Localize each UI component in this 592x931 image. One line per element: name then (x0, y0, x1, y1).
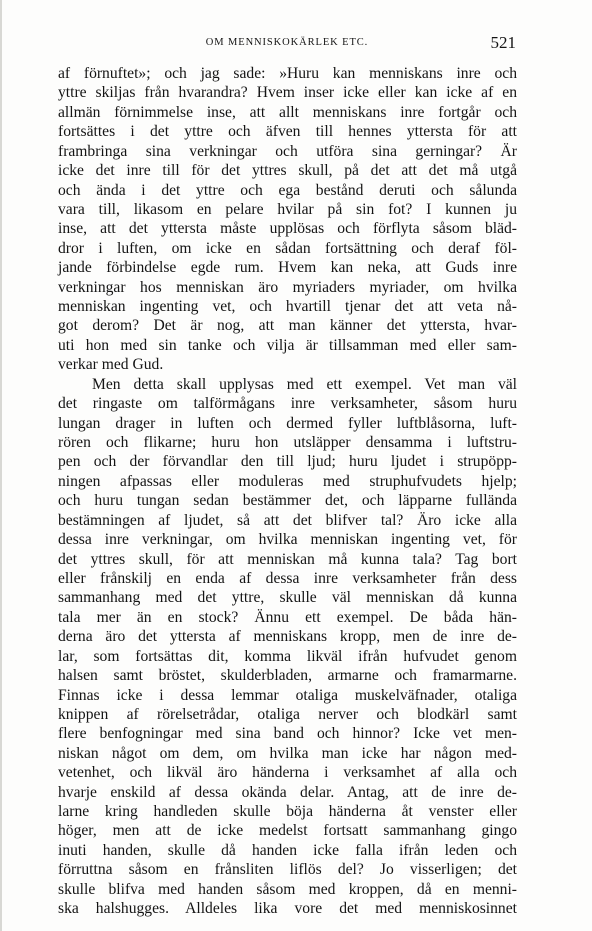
text-line: inuti handen, skulle då handen icke falla ifrån leden och (58, 841, 517, 859)
text-line: höger, men att de icke medelst fortsatt sammanhang gingo (58, 822, 517, 840)
text-line: menniskan ingenting vet, och hvartill tjenar det att veta nå- (58, 298, 517, 316)
page-number: 521 (490, 33, 516, 52)
text-line: skulle blifva med handen såsom med kroppen, då en menni- (58, 880, 517, 898)
text-line: flere benfogningar med sina band och hinnor? Icke vet men- (58, 725, 517, 743)
paragraph-end-line: verkar med Gud. (58, 356, 164, 374)
text-line: eller frånskilj en enda af dessa inre verksamheter från dess (58, 569, 517, 587)
text-line: hvarje enskild af dessa okända delar. Antag, att de inre de- (58, 783, 517, 801)
text-line: det ringaste om talförmågans inre verksamheter, såsom huru (58, 395, 517, 413)
body-text (58, 64, 517, 919)
text-line: tala mer än en stock? Ännu ett exempel. De båda hän- (58, 608, 517, 626)
running-title: OM MENNISKOKÄRLEK ETC. (205, 37, 369, 48)
text-line: derna äro det yttersta af menniskans kropp, men de inre de- (58, 628, 517, 646)
text-line: frambringa sina verkningar och utföra sina gerningar? Är (58, 142, 517, 160)
text-line: uti hon med sin tanke och vilja är tillsamman med eller sam- (58, 336, 517, 354)
text-line: af förnuftet»; och jag sade: »Huru kan menniskans inre och (58, 65, 517, 82)
text-line: lar, som fortsättas dit, komma likväl ifrån hufvudet genom (58, 647, 517, 665)
page-header (58, 33, 516, 57)
text-line: knippen af rörelsetrådar, otaliga nerver och blodkärl samt (58, 705, 517, 723)
text-line: förruttna såsom en frånsliten liflös del? Jo visserligen; det (58, 861, 517, 879)
text-line: och huru tungan sedan bestämmer det, och läpparne fullända (58, 492, 517, 510)
text-line: rören och flikarne; huru hon utsläpper densamma i luftstru- (58, 434, 517, 452)
text-line: och ända i det yttre och ega bestånd deruti och sålunda (58, 181, 517, 199)
page-edge (0, 0, 2, 931)
text-line: pen och der förvandlar den till ljud; huru ljudet i strupöpp- (58, 453, 517, 471)
text-line: got derom? Det är nog, att man känner det yttersta, hvar- (58, 317, 517, 335)
text-line: ska halshugges. Alldeles lika vore det med menniskosinnet (58, 900, 517, 918)
text-line: dror i luften, om icke en sådan fortsättning och deraf föl- (58, 239, 517, 257)
text-line: bestämningen af ljudet, så att det blifver tal? Äro icke alla (58, 511, 517, 529)
text-line: yttre skiljas från hvarandra? Hvem inser icke eller kan icke af en (58, 84, 517, 102)
text-line: Finnas icke i dessa lemmar otaliga muskelväfnader, otaliga (58, 686, 517, 704)
text-line: inse, att det yttersta måste upplösas och förflyta såsom bläd- (58, 220, 517, 238)
paragraph-start-line: Men detta skall upplysas med ett exempel. Vet man väl (92, 375, 517, 393)
text-line: verkningar hos menniskan äro myriaders myriader, om hvilka (58, 278, 517, 296)
text-line: vetenhet, och likväl äro händerna i verksamhet af alla och (58, 764, 517, 782)
text-line: ningen afpassas eller moduleras med struphufvudets hjelp; (58, 472, 517, 490)
text-line: fortsättes i det yttre och äfven till hennes yttersta för att (58, 123, 517, 141)
text-line: sammanhang med det yttre, skulle väl menniskan då kunna (58, 589, 517, 607)
text-line: dessa inre verkningar, om hvilka menniskan ingenting vet, för (58, 531, 517, 549)
text-line: niskan något om dem, om hvilka man icke har någon med- (58, 744, 517, 762)
text-line: det yttres skull, för att menniskan må kunna tala? Tag bort (58, 550, 517, 568)
text-line: halsen samt bröstet, skulderbladen, armarne och framarmarne. (58, 667, 517, 685)
text-line: vara till, likasom en pelare hvilar på sin fot? I kunnen ju (58, 200, 517, 218)
text-line: allmän förnimmelse inse, att allt menniskans inre fortgår och (58, 103, 517, 121)
text-line: icke det inre till för det yttres skull, på det att det må utgå (58, 162, 517, 180)
text-line: jande förbindelse egde rum. Hvem kan neka, att Guds inre (58, 259, 517, 277)
text-line: lungan drager in luften och dermed fyller luftblåsorna, luft- (58, 414, 517, 432)
text-line: larne kring handleden skulle böja händerna åt venster eller (58, 803, 517, 821)
